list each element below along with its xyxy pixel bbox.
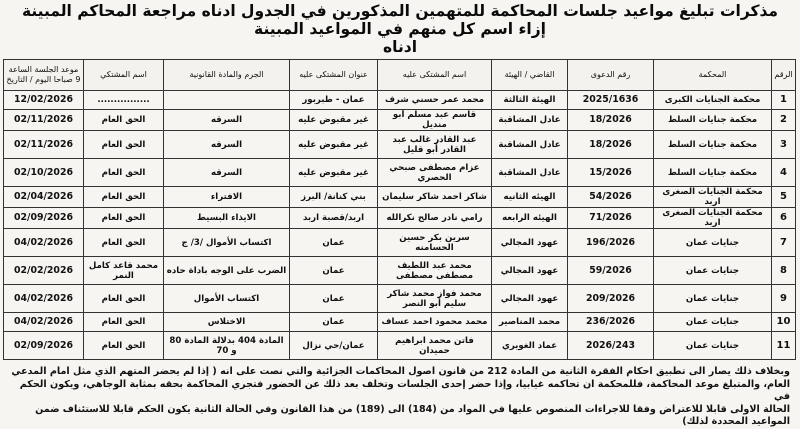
- row-complainant: ................: [84, 91, 164, 110]
- row-court: محكمة جنايات السلط: [654, 110, 772, 131]
- row-judge: محمد المناصير: [492, 313, 568, 332]
- row-date: 02/11/2026: [4, 110, 84, 131]
- cases-body: [4, 91, 796, 360]
- row-court: جنايات عمان: [654, 332, 772, 360]
- row-num: 1: [772, 91, 796, 110]
- row-num: 4: [772, 159, 796, 187]
- row-case-no: 15/2026: [568, 159, 654, 187]
- row-defendant: محمد عبد اللطيف مصطفى مصطفى: [378, 257, 492, 285]
- row-date: 12/02/2026: [4, 91, 84, 110]
- row-complainant: الحق العام: [84, 187, 164, 208]
- row-date: 02/09/2026: [4, 208, 84, 229]
- row-num: 10: [772, 313, 796, 332]
- row-defendant: شاكر احمد شاكر سليمان: [378, 187, 492, 208]
- table-row: [4, 285, 796, 313]
- row-num: 5: [772, 187, 796, 208]
- table-row: [4, 110, 796, 131]
- row-complainant: محمد قاعد كامل النمر: [84, 257, 164, 285]
- row-judge: عادل المشاقبة: [492, 110, 568, 131]
- row-date: 02/10/2026: [4, 159, 84, 187]
- title-line-2: ادناه: [382, 38, 418, 56]
- row-date: 02/04/2026: [4, 187, 84, 208]
- row-complainant: الحق العام: [84, 131, 164, 159]
- table-row: [4, 332, 796, 360]
- row-judge: عهود المجالي: [492, 257, 568, 285]
- row-defendant: محمد محمود احمد عساف: [378, 313, 492, 332]
- row-charge: المادة 404 بدلالة المادة 80 و 70: [164, 332, 290, 360]
- row-address: اربد/قصبة اربد: [290, 208, 378, 229]
- row-num: 11: [772, 332, 796, 360]
- row-case-no: 2026/243: [568, 332, 654, 360]
- row-address: غير مقبوض عليه: [290, 131, 378, 159]
- row-complainant: الحق العام: [84, 208, 164, 229]
- header-judge: القاضي / الهيئة: [492, 60, 568, 91]
- title-line-1: مذكرات تبليغ مواعيد جلسات المحاكمة للمتهمين المذكورين في الجدول ادناه مراجعة المحاكم المبينة إزاء اسم كل منهم في المواعيد المبينة: [21, 2, 779, 38]
- row-charge: السرقه: [164, 110, 290, 131]
- row-num: 9: [772, 285, 796, 313]
- row-complainant: الحق العام: [84, 332, 164, 360]
- header-complainant: اسم المشتكي: [84, 60, 164, 91]
- header-date: موعد الجلسة الساعة 9 صباحا اليوم / التاريخ: [4, 60, 84, 91]
- row-charge: [164, 91, 290, 110]
- footnote-line-3: الحالة الاولى قابلا للاعتراض وفقا للاجراءات المنصوص عليها في المواد من (184) الى (189) من هذا القانون وفي الحالة الثانية يكون الحكم قابلا للاستئناف ضمن: [35, 403, 790, 415]
- row-charge: الايذاء البسيط: [164, 208, 290, 229]
- row-address: عمان - طبربور: [290, 91, 378, 110]
- row-charge: الاختلاس: [164, 313, 290, 332]
- row-case-no: 71/2026: [568, 208, 654, 229]
- row-complainant: الحق العام: [84, 285, 164, 313]
- header-charge: الجرم والمادة القانونية: [164, 60, 290, 91]
- row-date: 02/09/2026: [4, 332, 84, 360]
- table-row: [4, 91, 796, 110]
- row-num: 6: [772, 208, 796, 229]
- row-case-no: 236/2026: [568, 313, 654, 332]
- header-address: عنوان المشتكى عليه: [290, 60, 378, 91]
- row-charge: السرقه: [164, 131, 290, 159]
- row-court: جنايات عمان: [654, 229, 772, 257]
- row-judge: الهيئة الثالثة: [492, 91, 568, 110]
- row-case-no: 59/2026: [568, 257, 654, 285]
- legal-footnote: [4, 366, 796, 429]
- table-row: [4, 257, 796, 285]
- row-address: عمان/حي نزال: [290, 332, 378, 360]
- row-defendant: رامي نادر صالح نكرالله: [378, 208, 492, 229]
- row-case-no: 18/2026: [568, 110, 654, 131]
- row-charge: الافتراء: [164, 187, 290, 208]
- row-complainant: الحق العام: [84, 313, 164, 332]
- row-case-no: 18/2026: [568, 131, 654, 159]
- row-court: محكمة الجنايات الكبرى: [654, 91, 772, 110]
- row-judge: عماد الغويري: [492, 332, 568, 360]
- row-judge: الهيئه الرابعه: [492, 208, 568, 229]
- row-judge: عادل المشاقبة: [492, 131, 568, 159]
- row-defendant: محمد فواز محمد شاكر سليم أبو النصر: [378, 285, 492, 313]
- row-court: محكمة الجنايات الصغرى اربد: [654, 187, 772, 208]
- row-date: 02/11/2026: [4, 131, 84, 159]
- notice-title: [4, 2, 796, 56]
- row-address: عمان: [290, 285, 378, 313]
- row-case-no: 196/2026: [568, 229, 654, 257]
- row-judge: عادل المشاقبة: [492, 159, 568, 187]
- row-charge: السرقه: [164, 159, 290, 187]
- row-judge: عهود المجالي: [492, 229, 568, 257]
- row-num: 3: [772, 131, 796, 159]
- row-defendant: سرين بكر حسين الحسامنه: [378, 229, 492, 257]
- row-case-no: 54/2026: [568, 187, 654, 208]
- row-address: بني كنانة/ البرز: [290, 187, 378, 208]
- header-defendant: اسم المشتكى عليه: [378, 60, 492, 91]
- row-defendant: فاتن محمد ابراهيم حميدان: [378, 332, 492, 360]
- row-charge: الضرب على الوجه باداة حاده: [164, 257, 290, 285]
- row-defendant: عزام مصطفى صبحي الحصري: [378, 159, 492, 187]
- row-judge: عهود المجالي: [492, 285, 568, 313]
- row-num: 7: [772, 229, 796, 257]
- row-date: 04/02/2026: [4, 285, 84, 313]
- row-charge: اكتساب الأموال /3/ ج: [164, 229, 290, 257]
- row-date: 02/02/2026: [4, 257, 84, 285]
- row-complainant: الحق العام: [84, 159, 164, 187]
- row-defendant: قاسم عبد مسلم أبو منديل: [378, 110, 492, 131]
- row-num: 8: [772, 257, 796, 285]
- header-case-no: رقم الدعوى: [568, 60, 654, 91]
- table-row: [4, 208, 796, 229]
- row-address: غير مقبوض عليه: [290, 110, 378, 131]
- row-court: جنايات عمان: [654, 257, 772, 285]
- row-court: جنايات عمان: [654, 313, 772, 332]
- header-num: الرقم: [772, 60, 796, 91]
- row-complainant: الحق العام: [84, 110, 164, 131]
- row-date: 04/02/2026: [4, 313, 84, 332]
- row-date: 04/02/2026: [4, 229, 84, 257]
- row-court: جنايات عمان: [654, 285, 772, 313]
- table-row: [4, 313, 796, 332]
- cases-table: [3, 59, 796, 360]
- row-court: محكمة جنايات السلط: [654, 159, 772, 187]
- row-defendant: محمد عمر حسني شرف: [378, 91, 492, 110]
- row-case-no: 2025/1636: [568, 91, 654, 110]
- row-case-no: 209/2026: [568, 285, 654, 313]
- table-row: [4, 229, 796, 257]
- row-judge: الهيئه الثانيه: [492, 187, 568, 208]
- row-defendant: عبد القادر غالب عبد القادر أبو قليل: [378, 131, 492, 159]
- row-complainant: الحق العام: [84, 229, 164, 257]
- footnote-line-4: المواعيد المحددة لذلك): [682, 416, 790, 427]
- row-address: عمان: [290, 313, 378, 332]
- footnote-line-1: وبخلاف ذلك يصار الى تطبيق احكام الفقرة الثانية من المادة 212 من قانون اصول المحاكمات الجزائية والتي نصت على انه ( إذا لم يحضر المتهم الذي مثل امام المدعي: [11, 366, 790, 377]
- footnote-line-2: العام، والمتبلغ موعد المحاكمة، فللمحكمة ان تحاكمه غيابيا، وإذا حضر إحدى الجلسات وتخلف بعد ذلك عن الحضور فتجري المحاكمة بحقه بمثابة الوجاهي، ويكون الحكم في: [19, 378, 790, 402]
- header-row: [4, 60, 796, 91]
- row-court: محكمة الجنايات الصغرى اربد: [654, 208, 772, 229]
- table-row: [4, 159, 796, 187]
- row-address: غير مقبوض عليه: [290, 159, 378, 187]
- row-address: عمان: [290, 257, 378, 285]
- table-row: [4, 131, 796, 159]
- header-court: المحكمة: [654, 60, 772, 91]
- row-charge: اكتساب الأموال: [164, 285, 290, 313]
- row-num: 2: [772, 110, 796, 131]
- row-address: عمان: [290, 229, 378, 257]
- table-row: [4, 187, 796, 208]
- row-court: محكمة جنايات السلط: [654, 131, 772, 159]
